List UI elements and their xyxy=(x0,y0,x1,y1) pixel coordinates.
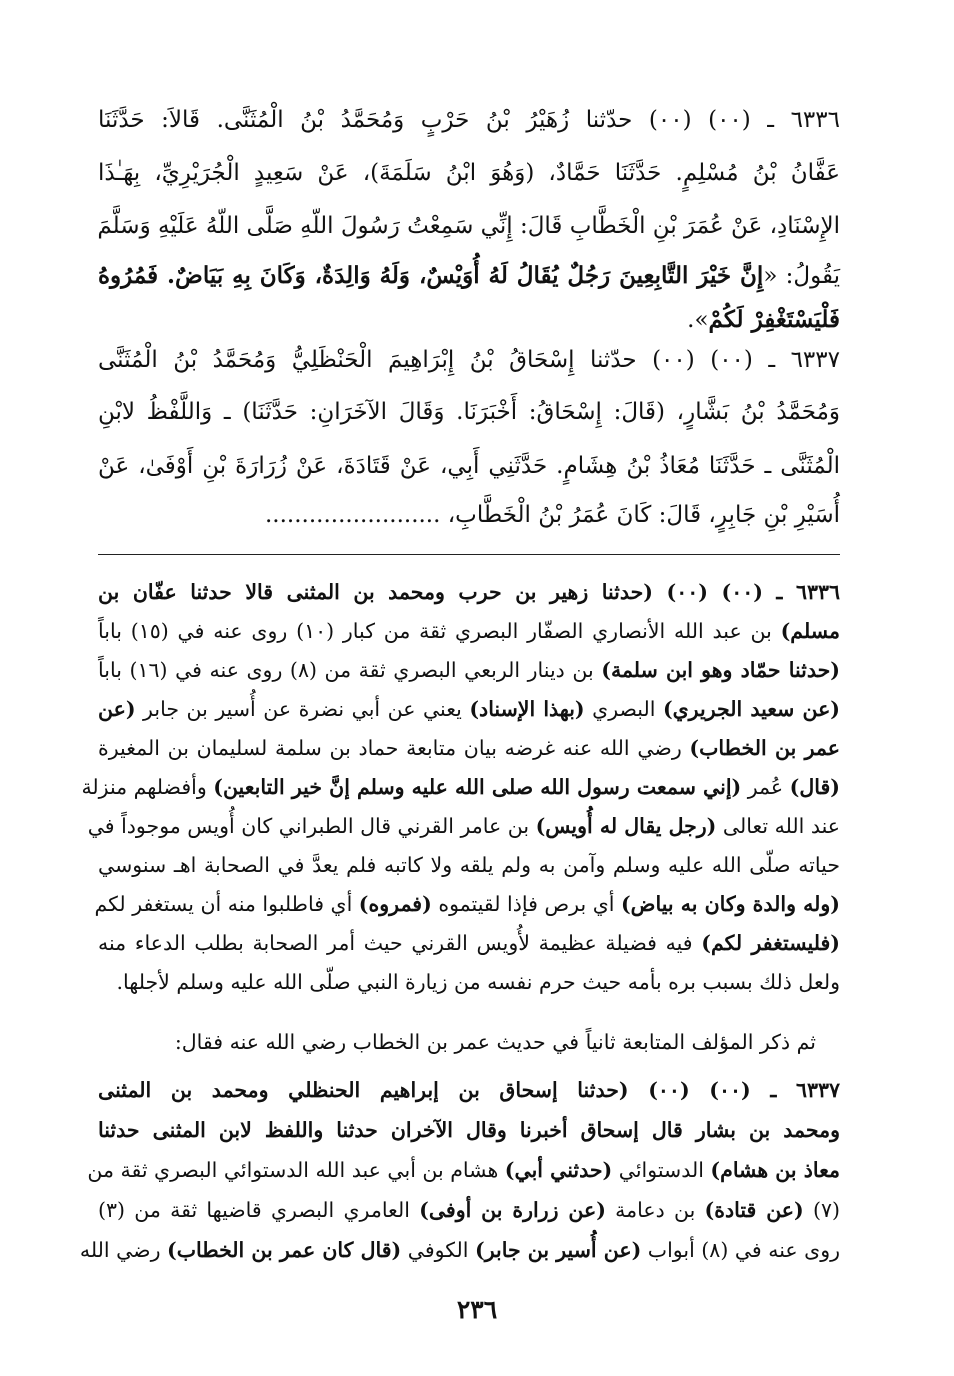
footnote-divider xyxy=(98,554,840,555)
commentary-6336-line xyxy=(98,572,840,612)
text-run: الكوفي xyxy=(401,1238,475,1262)
bold-text-run: ٦٣٣٧ ـ (٠٠) (٠٠) (حدثنا إسحاق بن إبراهيم الحنظلي ومحمد بن المثنى xyxy=(98,1078,840,1102)
bold-text-run: (وله والدة وكان به بياض) xyxy=(620,892,840,916)
commentary-6337-line xyxy=(79,1230,840,1270)
text-run: ٦٣٣٧ ـ (٠٠) (٠٠) حدّثنا إِسْحَاقُ بْنُ إِبْرَاهِيمَ الْحَنْظَلِيُّ وَمُحَمَّدُ بْنُ الْمُثَنَّى xyxy=(98,347,840,373)
bold-text-run: (عن سعيد الجريري) xyxy=(662,697,841,721)
text-run: ثم ذكر المؤلف المتابعة ثانياً في حديث عمر بن الخطاب رضي الله عنه فقال: xyxy=(174,1030,816,1054)
commentary-6336-line xyxy=(98,962,840,1002)
text-run: الدستوائي xyxy=(612,1158,711,1182)
bold-text-run: (فمروه) xyxy=(358,892,432,916)
commentary-6337-line xyxy=(98,1190,840,1230)
bold-text-run: (عن أُسير بن جابر) xyxy=(475,1238,642,1262)
text-run: أُسَيْرِ بْنِ جَابِرٍ، قَالَ: كَانَ عُمَرُ بْنُ الْخَطَّابِ، ........................ xyxy=(264,502,840,528)
text-run: الْمُثَنَّى ـ حَدَّثَنَا مُعَاذُ بْنُ هِشَامٍ. حَدَّثَنِي أَبِي، عَنْ قَتَادَةَ، عَنْ زُرَارَةَ بْنِ أَوْفَىٰ، عَنْ xyxy=(98,453,840,479)
text-run: ». xyxy=(687,307,709,333)
commentary-6337-line xyxy=(98,1110,840,1150)
text-run: الإِسْنَادِ، عَنْ عُمَرَ بْنِ الْخَطَّابِ قَالَ: إِنِّي سَمِعْتُ رَسُولَ اللّهِ صَلَّى اللّهُ عَلَيْهِ وَسَلَّمَ xyxy=(97,213,840,239)
commentary-6336-line xyxy=(98,728,840,768)
bold-text-run: ٦٣٣٦ ـ (٠٠) (٠٠) (حدثنا زهير بن حرب ومحمد بن المثنى قالا حدثنا عفّان بن xyxy=(98,580,840,604)
hadith-6336-line xyxy=(98,298,840,342)
commentary-6336-line xyxy=(98,845,840,885)
bold-text-run: (بهذا الإسناد) xyxy=(469,697,585,721)
text-run: ٦٣٣٦ ـ (٠٠) (٠٠) حدّثنا زُهَيْرُ بْنُ حَرْبٍ وَمُحَمَّدُ بْنُ الْمُثَنَّى. قَالاَ: حَدَّثَنَا xyxy=(98,107,840,133)
bold-text-run: إِنَّ خَيْرَ التَّابِعِينَ رَجُلٌ يُقَالُ لَهُ أُوَيْسٌ، وَلَهُ وَالِدَةٌ، وَكَانَ بِهِ بَيَاضٌ. فَمُرُوهُ xyxy=(98,262,764,289)
bold-text-run: معاذ بن هشام) xyxy=(710,1158,840,1182)
bold-text-run: (عن xyxy=(98,697,136,721)
commentary-6336-line xyxy=(98,611,840,651)
hadith-6337-line xyxy=(98,390,840,434)
hadith-6337 xyxy=(98,338,840,538)
text-run: وأفضلهم منزلة xyxy=(81,775,214,799)
text-run: أي برص فإذا لقيتموه xyxy=(431,892,621,916)
commentary-6336-line xyxy=(87,806,840,846)
text-run: يعني عن أبي نضرة عن أُسير بن جابر xyxy=(135,697,470,721)
commentary-6336-line xyxy=(98,689,840,729)
hadith-6336 xyxy=(98,98,840,338)
bold-text-run: (عن زرارة بن أوفى) xyxy=(419,1198,606,1222)
transition-note xyxy=(98,1022,840,1062)
bold-text-run: (قال كان عمر بن الخطاب) xyxy=(167,1238,402,1262)
text-run: بن عبد الله الأنصاري الصفّار البصري ثقة من كبار (١٠) روى عنه في (١٥) باباً xyxy=(98,619,781,643)
text-run: يَقُولُ: « xyxy=(763,263,840,289)
hadith-6337-line xyxy=(98,493,840,537)
commentary-6337-line xyxy=(98,1070,840,1110)
hadith-6336-line xyxy=(98,98,840,142)
page-number: ٢٣٦ xyxy=(456,1295,498,1324)
bold-text-run: (حدثني أبي) xyxy=(504,1158,613,1182)
text-run: (٧) xyxy=(803,1198,840,1222)
bold-text-run: (رجل يقال له أُويس) xyxy=(535,814,717,838)
text-run: وَمُحَمَّدُ بْنُ بَشَّارٍ، (قَالَ: إِسْحَاقُ: أَخْبَرَنَا. وَقَالَ الآخَرَانِ: حَدَّثَنَا) ـ وَاللَّفْظُ لابْنِ xyxy=(98,399,840,425)
commentary-6336 xyxy=(81,572,841,1012)
text-run: بن عامر القرني قال الطبراني كان أُويس موجوداً في xyxy=(87,814,536,838)
text-run: ولعل ذلك بسبب بره بأمه حيث حرم نفسه من زيارة النبي صلّى الله عليه وسلم لأجلها. xyxy=(116,970,840,994)
bold-text-run: (قال) xyxy=(789,775,840,799)
bold-text-run: (إني سمعت رسول الله صلى الله عليه وسلم إنَّ خير التابعين) xyxy=(213,775,742,799)
hadith-6336-line xyxy=(98,151,840,195)
text-run: رضي الله xyxy=(79,1238,168,1262)
commentary-6337-line xyxy=(87,1150,840,1190)
hadith-6336-line xyxy=(98,254,840,298)
hadith-6337-line xyxy=(98,338,840,382)
text-run: روى عنه في (٨) أبواب xyxy=(641,1238,840,1262)
commentary-6336-line xyxy=(94,884,840,924)
commentary-6337 xyxy=(79,1070,840,1280)
transition-line xyxy=(98,1022,840,1062)
text-run: عَفَّانُ بْنُ مُسْلِمٍ. حَدَّثَنَا حَمَّادٌ، (وَهُوَ ابْنُ سَلَمَةَ)، عَنْ سَعِيدٍ الْجُرَيْرِيِّ، بِهَـٰذَا xyxy=(98,160,840,186)
text-run: عند الله تعالى xyxy=(716,814,840,838)
text-run: عُمر xyxy=(741,775,790,799)
bold-text-run: (حدثنا حمّاد وهو ابن سلمة) xyxy=(601,658,841,682)
bold-text-run: (فليستغفر لكم) xyxy=(701,931,840,955)
text-run: بن دعامة xyxy=(605,1198,705,1222)
commentary-6336-line xyxy=(98,650,840,690)
text-run: أي فاطلبوا منه أن يستغفر لكم xyxy=(94,892,359,916)
bold-text-run: عمر بن الخطاب) xyxy=(689,736,840,760)
hadith-6337-line xyxy=(98,444,840,488)
bold-text-run: (عن قتادة) xyxy=(704,1198,804,1222)
text-run: العامري البصري قاضيها ثقة من (٣) xyxy=(98,1198,420,1222)
commentary-6336-line xyxy=(81,767,840,807)
text-run: البصري xyxy=(584,697,663,721)
text-run: حياته صلّى الله عليه وسلم وآمن به ولم يلقه ولا كاتبه فلم يعدَّ في الصحابة اهـ سنوسي xyxy=(98,853,840,877)
text-run: فيه فضيلة عظيمة لأُويس القرني حيث أمر الصحابة بطلب الدعاء منه xyxy=(98,931,702,955)
bold-text-run: مسلم) xyxy=(780,619,841,643)
commentary-6336-line xyxy=(98,923,840,963)
hadith-6336-line xyxy=(98,204,840,248)
bold-text-run: ومحمد بن بشار قال إسحاق أخبرنا وقال الآخران حدثنا واللفظ لابن المثنى حدثنا xyxy=(98,1118,840,1142)
text-run: بن دينار الربعي البصري ثقة من (٨) روى عنه في (١٦) باباً xyxy=(98,658,602,682)
text-run: هشام بن أبي عبد الله الدستوائي البصري ثقة من xyxy=(87,1158,505,1182)
text-run: رضي الله عنه غرضه بيان متابعة حماد بن سلمة لسليمان بن المغيرة xyxy=(98,736,690,760)
bold-text-run: فَلْيَسْتَغْفِرْ لَكُمْ xyxy=(708,306,840,333)
